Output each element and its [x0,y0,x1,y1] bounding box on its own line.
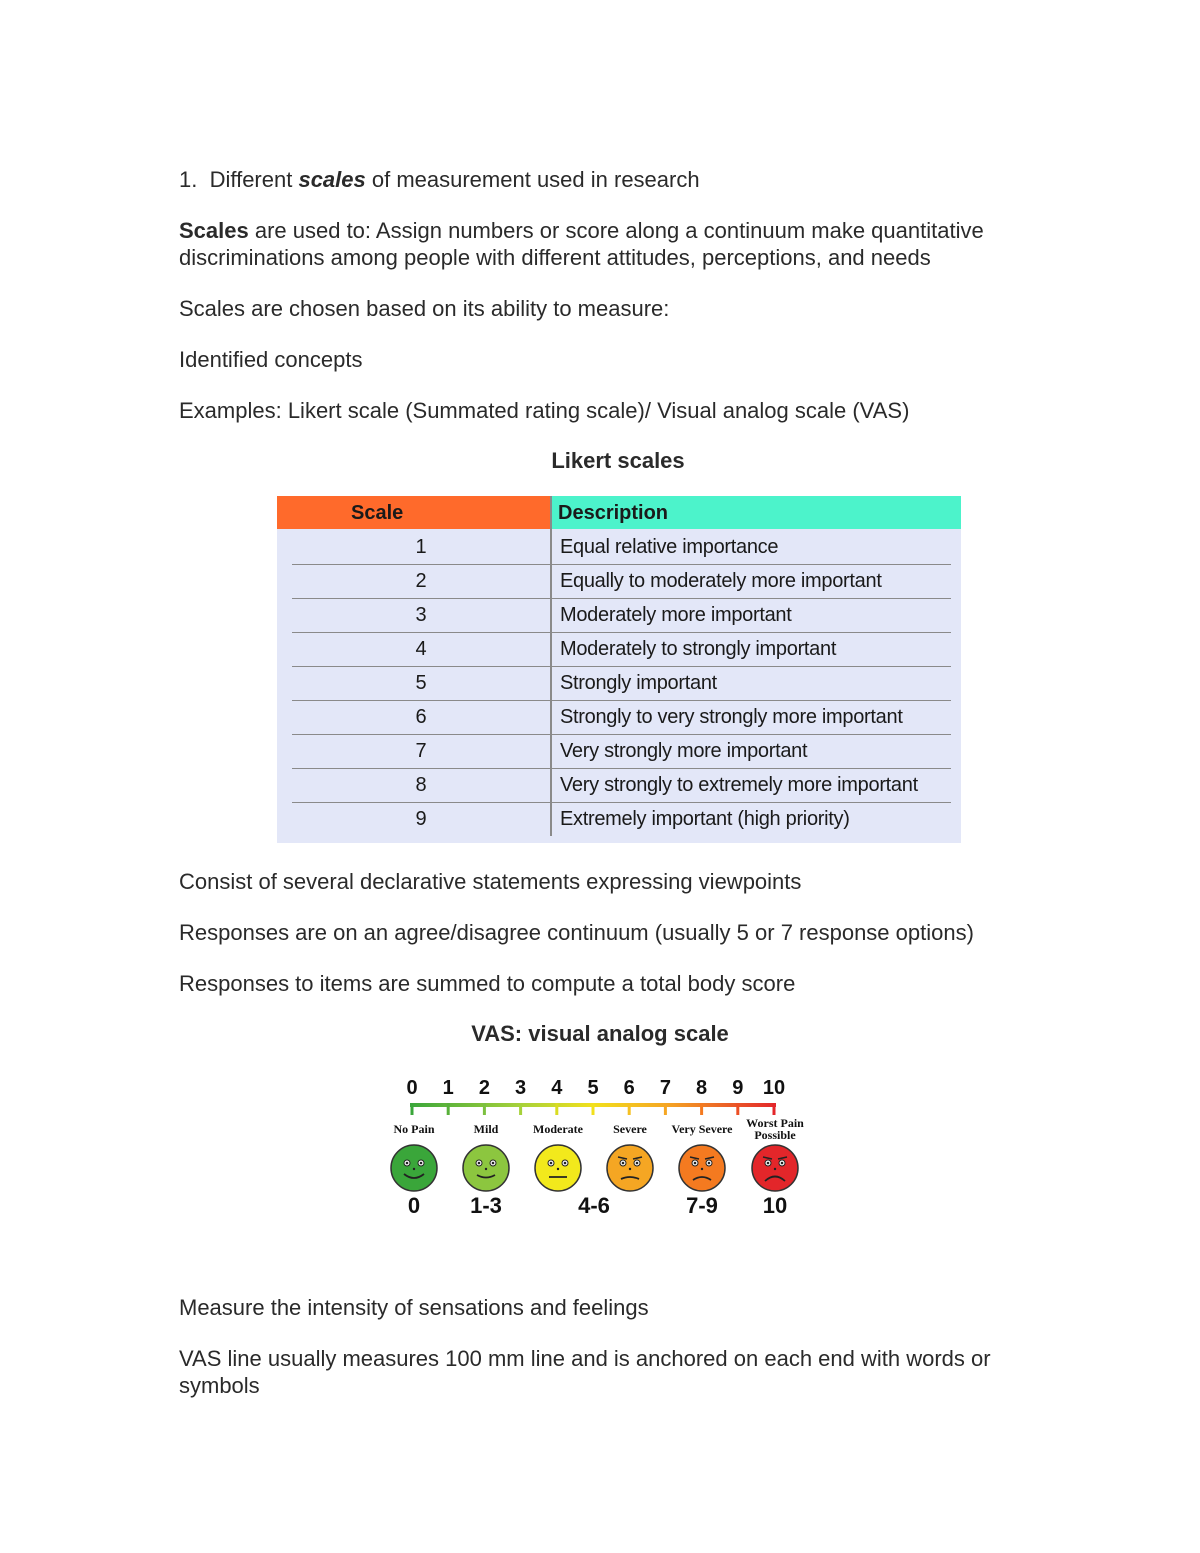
vas-tick-mark [628,1103,631,1115]
vas-tick-mark [664,1103,667,1115]
paragraph-examples: Examples: Likert scale (Summated rating scale)/ Visual analog scale (VAS) [179,398,910,423]
row-scale-value: 4 [415,638,427,660]
vas-word-line-1: Severe [613,1122,647,1136]
row-scale-value: 7 [415,740,427,762]
vas-tick-label: 10 [762,1077,786,1099]
row-description: Strongly important [560,672,717,694]
vas-word-line-1: Moderate [533,1122,583,1136]
vas-range-label: 10 [762,1193,788,1218]
vas-word-line-1: Very Severe [671,1122,733,1136]
table-row [292,565,951,599]
paragraph-chosen: Scales are chosen based on its ability to measure: [179,296,670,321]
vas-range-label: 4-6 [578,1193,610,1218]
vas-word-label [672,1123,733,1135]
vas-word-line-2: Possible [754,1128,796,1142]
vas-word-label [613,1123,647,1135]
vas-face-icon [605,1143,655,1193]
vas-tick-mark [519,1103,522,1115]
row-description: Moderately more important [560,604,792,626]
paragraph-summed: Responses to items are summed to compute a total body score [179,971,796,996]
table-row [292,769,951,803]
likert-table [277,496,961,843]
table-row [292,735,951,769]
table-header-scale [277,496,550,529]
row-scale-value: 5 [415,672,427,694]
paragraph-scales-purpose [179,217,984,271]
table-row [292,667,951,701]
vas-word-label [393,1123,434,1135]
vas-range-label: 1-3 [470,1193,502,1218]
table-row [292,531,951,565]
scales-bold: Scales [179,218,249,243]
row-scale-value: 8 [415,774,427,796]
vas-word-line-1: Worst Pain [746,1116,804,1130]
row-scale-value: 1 [415,536,427,558]
row-description: Moderately to strongly important [560,638,837,660]
vas-tick-label: 7 [659,1077,671,1099]
scales-line-2: discriminations among people with different attitudes, perceptions, and needs [179,245,931,270]
header-description-label: Description [558,502,669,524]
row-description: Very strongly to extremely more important [560,774,918,796]
header-scale-label: Scale [351,502,404,524]
vas-face-icon [389,1143,439,1193]
vas-tick-mark [592,1103,595,1115]
vas-word-label [533,1123,583,1135]
vas-range-label: 0 [407,1193,421,1218]
paragraph-consist: Consist of several declarative statements expressing viewpoints [179,869,802,894]
vas-tick-mark [736,1103,739,1115]
likert-title: Likert scales [551,448,685,473]
vas-tick-label: 3 [515,1077,527,1099]
vas-tick-label: 6 [623,1077,635,1099]
row-description: Strongly to very strongly more important [560,706,903,728]
vas-face-icon [677,1143,727,1193]
vas-tick-mark [411,1103,414,1115]
vas-tick-label: 1 [442,1077,454,1099]
vas-line-text-1: VAS line usually measures 100 mm line and is anchored on each end with words or [179,1346,991,1371]
vas-tick-label: 9 [732,1077,744,1099]
paragraph-vas-line [179,1345,991,1399]
vas-face-icon [461,1143,511,1193]
paragraph-identified: Identified concepts [179,347,363,372]
vas-word-line-1: No Pain [393,1122,435,1136]
heading-number: 1. [179,167,198,192]
vas-tick-mark [447,1103,450,1115]
vas-title: VAS: visual analog scale [471,1021,729,1046]
row-description: Extremely important (high priority) [560,808,850,830]
row-description: Equal relative importance [560,536,779,558]
heading-1 [179,166,700,193]
table-row [292,803,951,836]
table-row [292,701,951,735]
table-row [292,599,951,633]
vas-word-line-1: Mild [473,1122,499,1136]
row-scale-value: 9 [415,808,427,830]
heading-text-after: of measurement used in research [365,167,700,192]
vas-tick-mark [700,1103,703,1115]
vas-range-label: 7-9 [686,1193,718,1218]
vas-word-label [474,1123,499,1135]
vas-face-icon [750,1143,800,1193]
scales-line-1: are used to: Assign numbers or score along a continuum make quantitative [248,218,984,243]
paragraph-responses: Responses are on an agree/disagree continuum (usually 5 or 7 response options) [179,920,974,945]
row-scale-value: 3 [415,604,427,626]
vas-figure [378,1065,818,1225]
row-scale-value: 6 [415,706,427,728]
vas-tick-label: 2 [478,1077,490,1099]
heading-emphasis: scales [298,167,366,192]
row-description: Equally to moderately more important [560,570,882,592]
vas-line-text-2: symbols [179,1373,260,1398]
vas-tick-mark [773,1103,776,1115]
vas-tick-label: 5 [587,1077,599,1099]
table-row [292,633,951,667]
row-scale-value: 2 [415,570,427,592]
vas-tick-mark [483,1103,486,1115]
vas-face-icon [533,1143,583,1193]
vas-tick-label: 4 [551,1077,563,1099]
vas-tick-label: 8 [696,1077,708,1099]
vas-word-label [746,1117,804,1141]
table-header-description [552,496,961,529]
paragraph-measure: Measure the intensity of sensations and feelings [179,1295,649,1320]
heading-text-before: Different [209,167,299,192]
vas-tick-mark [555,1103,558,1115]
vas-tick-label: 0 [406,1077,418,1099]
row-description: Very strongly more important [560,740,808,762]
